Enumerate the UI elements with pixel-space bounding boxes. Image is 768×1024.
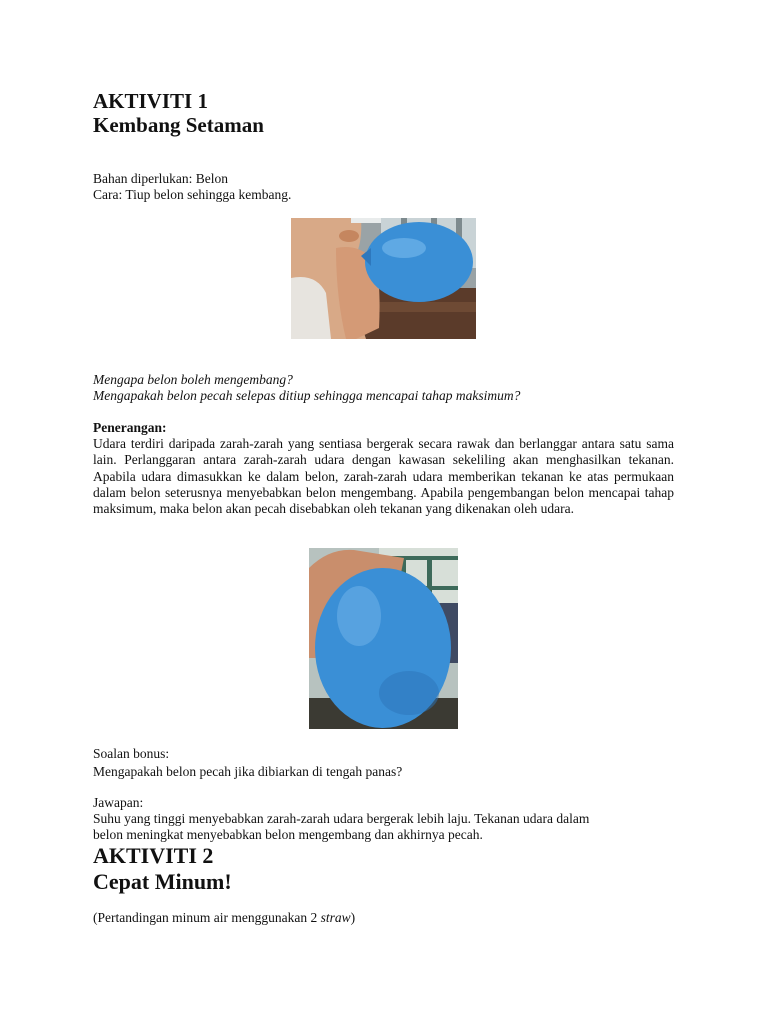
photo-blowing-balloon xyxy=(291,218,476,339)
photo-inflated-balloon xyxy=(309,548,458,729)
method-text: Cara: Tiup belon sehingga kembang. xyxy=(93,187,292,202)
activity2-note-suffix: ) xyxy=(350,910,356,925)
activity1-label: AKTIVITI 1 xyxy=(93,89,208,113)
activity2-title: Cepat Minum! xyxy=(93,869,232,894)
activity2-note xyxy=(93,910,355,926)
question2-text: Mengapakah belon pecah selepas ditiup sehingga mencapai tahap maksimum? xyxy=(93,388,521,403)
answer-label: Jawapan: xyxy=(93,795,144,810)
materials-text: Bahan diperlukan: Belon xyxy=(93,171,228,186)
explanation-heading: Penerangan: xyxy=(93,420,167,435)
bonus-question: Mengapakah belon pecah jika dibiarkan di tengah panas? xyxy=(93,764,403,779)
answer-line-2: belon meningkat menyebabkan belon mengembang dan akhirnya pecah. xyxy=(93,827,483,842)
activity1-title: Kembang Setaman xyxy=(93,113,264,137)
activity2-label: AKTIVITI 2 xyxy=(93,843,214,868)
activity2-note-italic: straw xyxy=(320,910,351,925)
question1-text: Mengapa belon boleh mengembang? xyxy=(93,372,293,387)
activity2-note-prefix: (Pertandingan minum air menggunakan 2 xyxy=(93,910,321,925)
explanation-body: Udara terdiri daripada zarah-zarah yang sentiasa bergerak secara rawak dan berlanggar antara satu sama lain. Perlanggaran antara zarah-zarah udara dengan kawasan sekeliling akan menghasilkan tekanan. Apabila udara dimasukkan ke dalam belon, zarah-zarah udara memberikan tekanan ke atas permukaan dalam belon seterusnya menyebabkan belon mengembang. Apabila pengembangan belon mencapai tahap maksimum, maka belon akan pecah disebabkan oleh tekanan yang dikenakan oleh udara. xyxy=(93,436,674,517)
bonus-label: Soalan bonus: xyxy=(93,746,170,761)
answer-line-1: Suhu yang tinggi menyebabkan zarah-zarah udara bergerak lebih laju. Tekanan udara dalam xyxy=(93,811,590,826)
